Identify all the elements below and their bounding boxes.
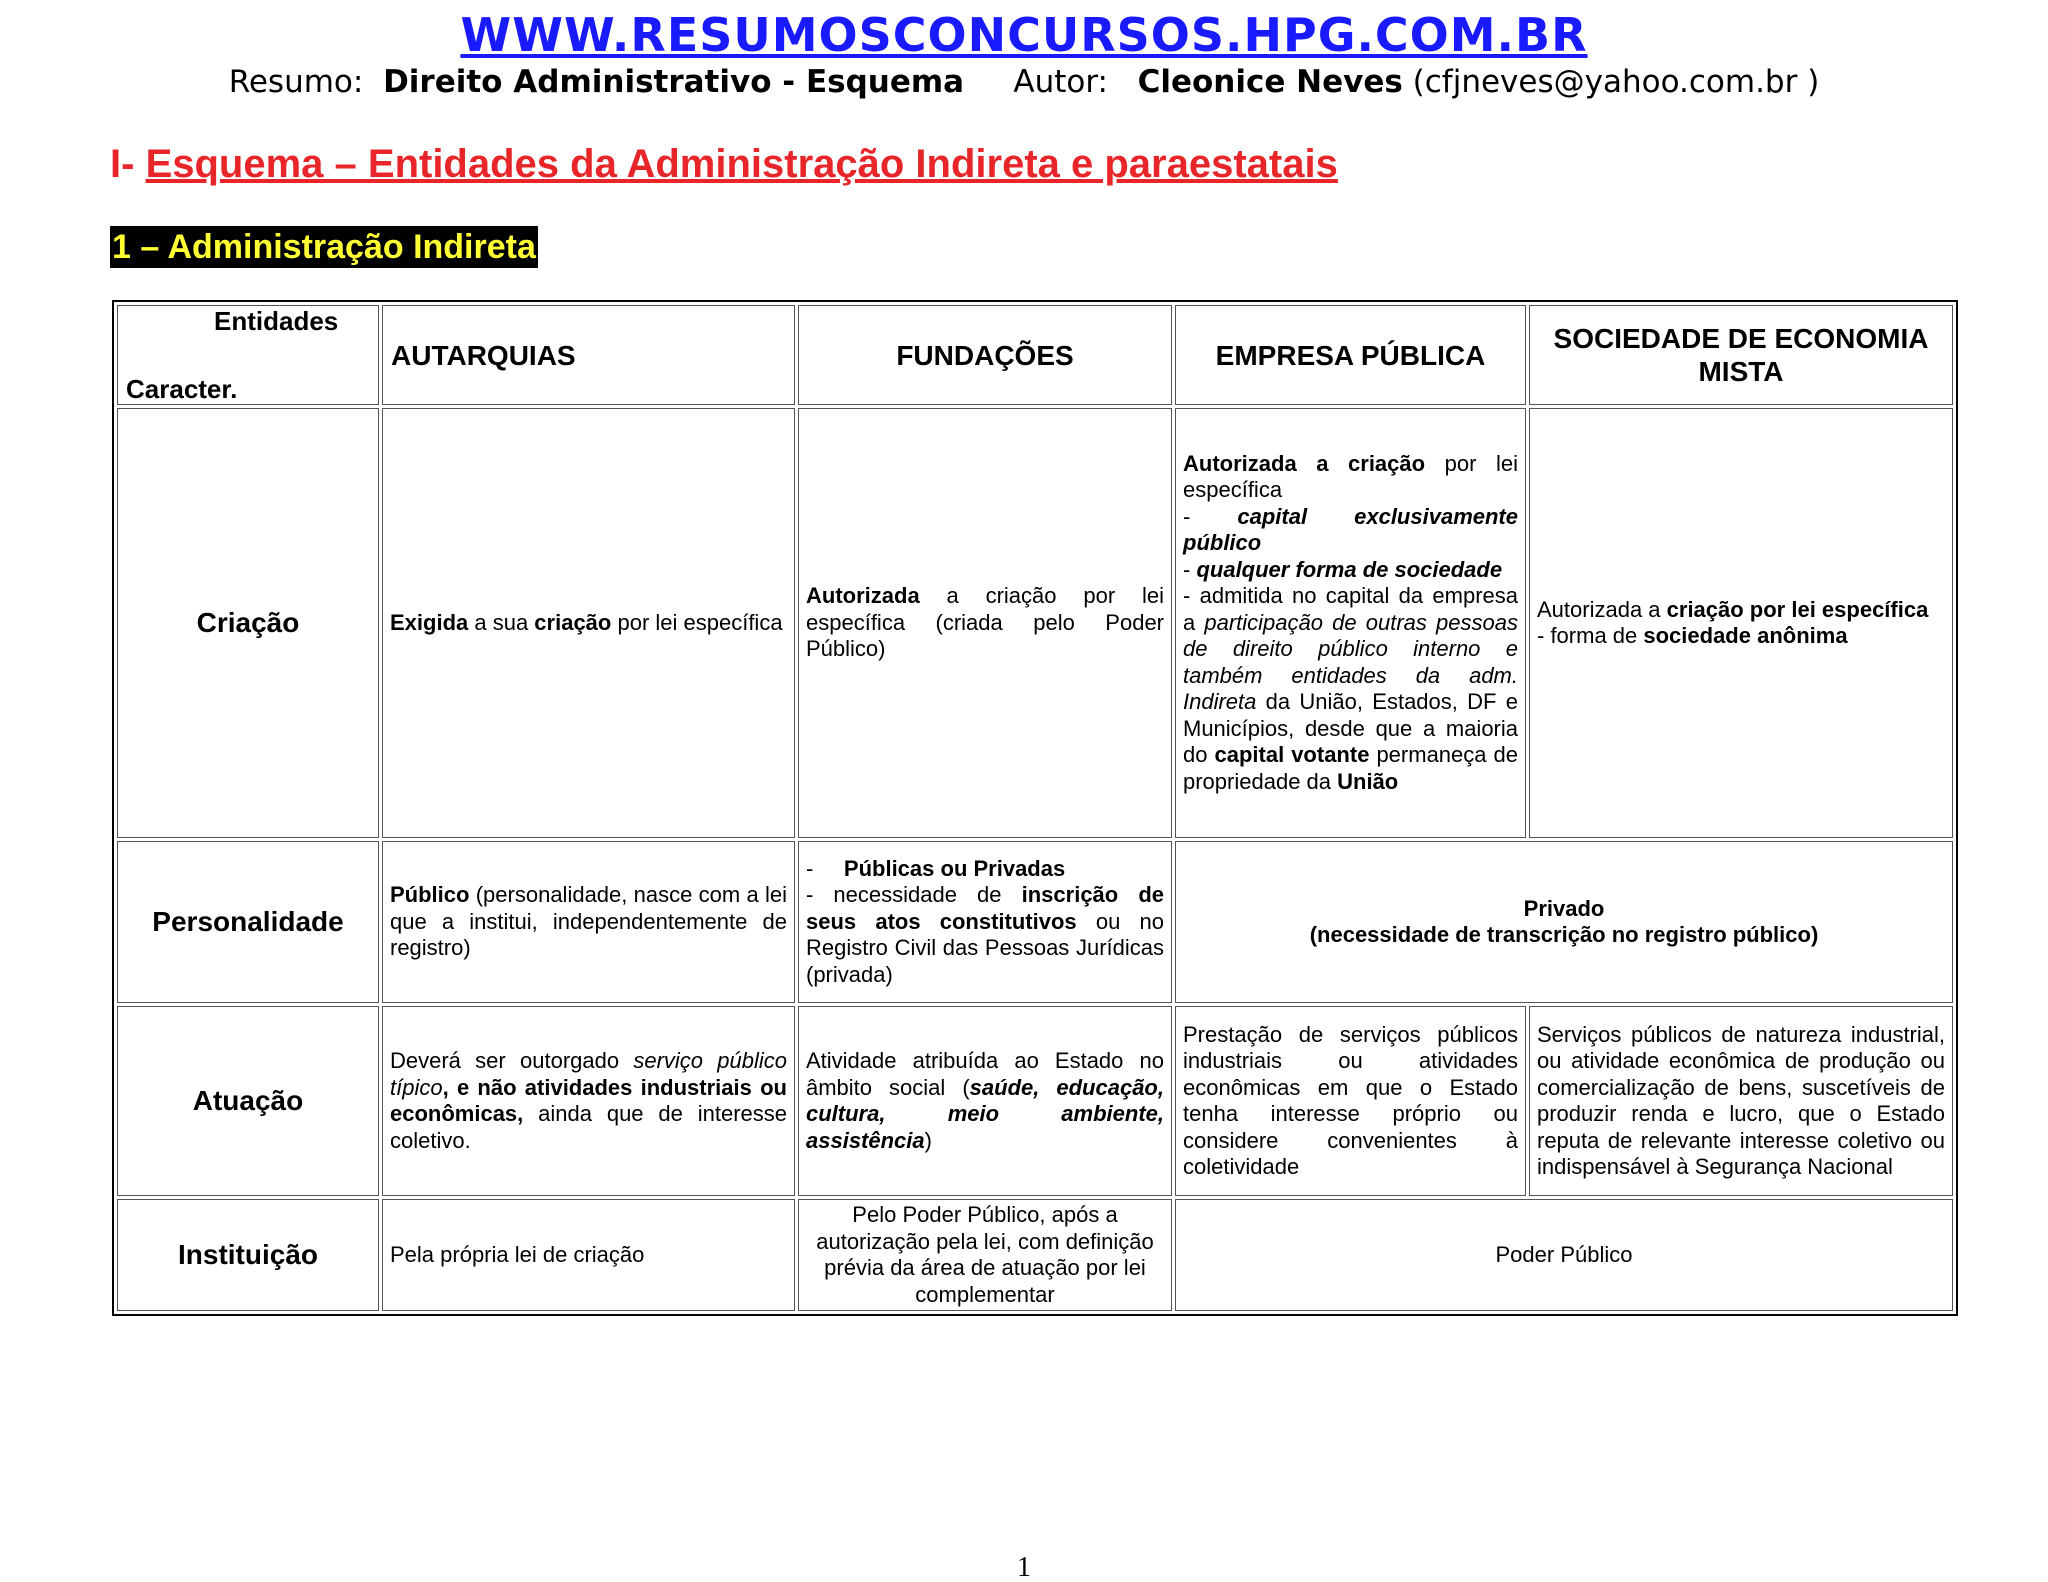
cell-atuacao-sociedade: Serviços públicos de natureza industrial, ou atividade econômica de produção ou comercialização de bens, suscetíveis de produzir renda e lucro, que o Estado reputa de relevante interesse coletivo ou indispensável à Segurança Nacional — [1529, 1006, 1953, 1196]
row-header-atuacao: Atuação — [117, 1006, 379, 1196]
subsection-title: 1 – Administração Indireta — [112, 228, 536, 266]
autor-label: Autor: — [1013, 64, 1108, 100]
row-header-instituicao: Instituição — [117, 1199, 379, 1311]
autor-email: (cfjneves@yahoo.com.br ) — [1412, 64, 1820, 100]
row-header-criacao: Criação — [117, 408, 379, 838]
section-title-text: Esquema – Entidades da Administração Indireta e paraestatais — [145, 142, 1338, 186]
row-atuacao — [117, 1006, 1953, 1196]
cell-instituicao-autarquias: Pela própria lei de criação — [382, 1199, 795, 1311]
cell-atuacao-empresa-publica: Prestação de serviços públicos industriais ou atividades econômicas em que o Estado tenha interesse próprio ou considere convenientes à coletividade — [1175, 1006, 1526, 1196]
entities-table — [112, 300, 1958, 1316]
row-personalidade — [117, 841, 1953, 1003]
col-header-sociedade-economia-mista: SOCIEDADE DE ECONOMIA MISTA — [1529, 305, 1953, 405]
row-header-personalidade: Personalidade — [117, 841, 379, 1003]
cell-personalidade-privado: Privado (necessidade de transcrição no registro público) — [1175, 841, 1953, 1003]
corner-bottom-label: Caracter. — [126, 373, 238, 404]
cell-personalidade-fundacoes: - Públicas ou Privadas - necessidade de inscrição de seus atos constitutivos ou no Registro Civil das Pessoas Jurídicas (privada) — [798, 841, 1172, 1003]
resumo-label: Resumo: — [228, 64, 364, 100]
section-prefix: I- — [110, 142, 135, 186]
row-instituicao — [117, 1199, 1953, 1311]
cell-personalidade-autarquias: Público (personalidade, nasce com a lei que a institui, independentemente de registro) — [382, 841, 795, 1003]
meta-line — [0, 64, 2048, 100]
col-header-fundacoes: FUNDAÇÕES — [798, 305, 1172, 405]
row-criacao — [117, 408, 1953, 838]
autor-name: Cleonice Neves — [1137, 64, 1403, 100]
corner-cell — [117, 305, 379, 405]
cell-criacao-autarquias: Exigida a sua criação por lei específica — [382, 408, 795, 838]
section-title — [110, 142, 1338, 187]
resumo-value: Direito Administrativo - Esquema — [383, 64, 965, 100]
site-url-link[interactable]: WWW.RESUMOSCONCURSOS.HPG.COM.BR — [460, 8, 1588, 62]
cell-criacao-empresa-publica: Autorizada a criação por lei específica - capital exclusivamente público - qualquer forma de sociedade - admitida no capital da empresa a participação de outras pessoas de direito público interno e também entidades da adm. Indireta da União, Estados, DF e Municípios, desde que a maioria do capital votante permaneça de propriedade da União — [1175, 408, 1526, 838]
cell-criacao-sociedade: Autorizada a criação por lei específica - forma de sociedade anônima — [1529, 408, 1953, 838]
cell-instituicao-poder-publico: Poder Público — [1175, 1199, 1953, 1311]
cell-atuacao-autarquias: Deverá ser outorgado serviço público típico, e não atividades industriais ou econômicas, ainda que de interesse coletivo. — [382, 1006, 795, 1196]
cell-instituicao-fundacoes: Pelo Poder Público, após a autorização pela lei, com definição prévia da área de atuação por lei complementar — [798, 1199, 1172, 1311]
table-header-row — [117, 305, 1953, 405]
cell-atuacao-fundacoes: Atividade atribuída ao Estado no âmbito social (saúde, educação, cultura, meio ambiente, assistência) — [798, 1006, 1172, 1196]
col-header-empresa-publica: EMPRESA PÚBLICA — [1175, 305, 1526, 405]
col-header-autarquias: AUTARQUIAS — [382, 305, 795, 405]
corner-top-label: Entidades — [214, 306, 339, 336]
page-number: 1 — [1017, 1552, 1031, 1582]
cell-criacao-fundacoes: Autorizada a criação por lei específica (criada pelo Poder Público) — [798, 408, 1172, 838]
